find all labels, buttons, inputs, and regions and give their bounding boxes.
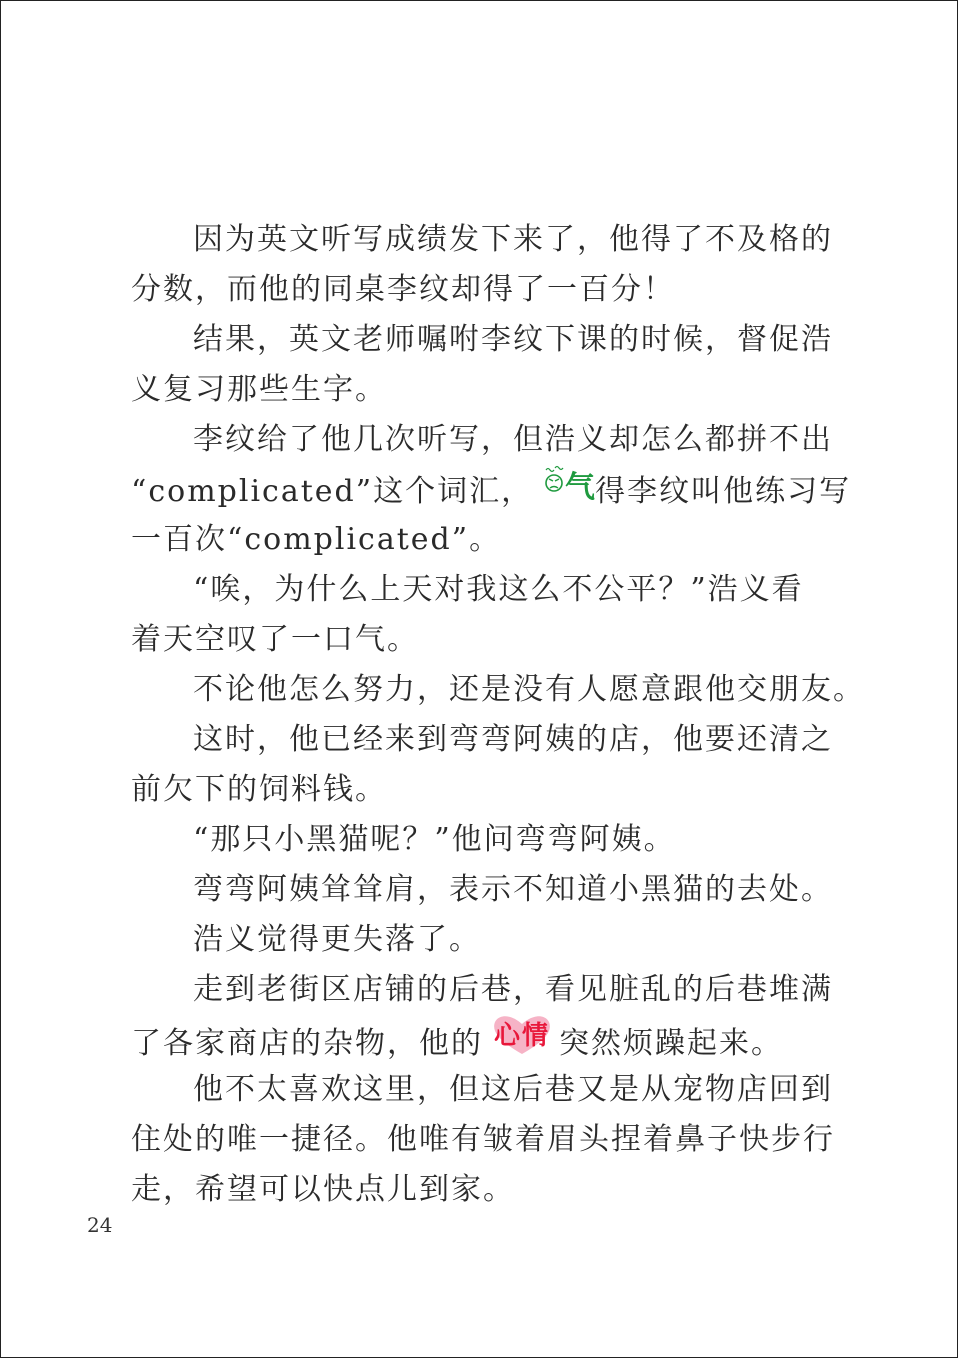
qi-glyph: 气 xyxy=(565,470,598,505)
text-line: 不论他怎么努力，还是没有人愿意跟他交朋友。 xyxy=(193,672,865,707)
story-text xyxy=(131,215,865,1215)
text-line: 一百次“complicated”。 xyxy=(131,522,502,557)
text-line: 前欠下的饲料钱。 xyxy=(131,772,387,807)
text-line: 浩义觉得更失落了。 xyxy=(193,922,481,957)
text-line: 他不太喜欢这里，但这后巷又是从宠物店回到 xyxy=(193,1072,833,1107)
angry-face-icon xyxy=(541,462,598,505)
text-span: 突然烦躁起来。 xyxy=(559,1026,783,1061)
text-line: 住处的唯一捷径。他唯有皱着眉头捏着鼻子快步行 xyxy=(131,1122,835,1157)
page-number: 24 xyxy=(87,1213,113,1237)
text-line: 这时，他已经来到弯弯阿姨的店，他要还清之 xyxy=(193,722,833,757)
heart-xinqing-decoration xyxy=(489,1012,555,1072)
text-line: 分数，而他的同桌李纹却得了一百分！ xyxy=(131,272,675,307)
text-line: 走到老街区店铺的后巷，看见脏乱的后巷堆满 xyxy=(193,972,833,1007)
text-line: “唉，为什么上天对我这么不公平？”浩义看 xyxy=(193,572,804,607)
text-span: 了各家商店的杂物，他的 xyxy=(131,1026,483,1061)
text-line xyxy=(131,465,852,515)
text-span: 得李纹叫他练习写 xyxy=(595,474,852,509)
text-line: 结果，英文老师嘱咐李纹下课的时候，督促浩 xyxy=(193,322,833,357)
text-line: 因为英文听写成绩发下来了，他得了不及格的 xyxy=(193,222,833,257)
text-line: 义复习那些生字。 xyxy=(131,372,387,407)
heart-icon xyxy=(489,1012,555,1056)
text-line: 李纹给了他几次听写，但浩义却怎么都拼不出 xyxy=(193,422,833,457)
text-span: “complicated”这个词汇， xyxy=(131,474,534,509)
text-line: 弯弯阿姨耸耸肩，表示不知道小黑猫的去处。 xyxy=(193,872,833,907)
text-line: 走，希望可以快点儿到家。 xyxy=(131,1172,515,1207)
xinqing-glyphs: 心情 xyxy=(493,1021,551,1051)
text-line xyxy=(131,1015,831,1065)
text-line: 着天空叹了一口气。 xyxy=(131,622,419,657)
angry-qi-decoration xyxy=(541,462,598,518)
text-line: “那只小黑猫呢？”他问弯弯阿姨。 xyxy=(193,822,676,857)
